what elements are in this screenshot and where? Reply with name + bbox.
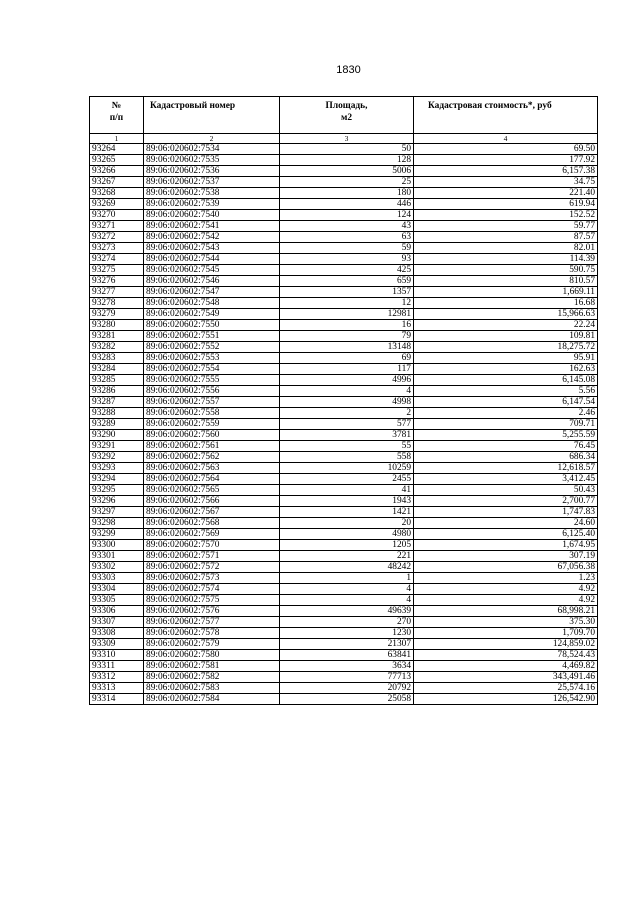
header-num — [90, 97, 144, 134]
row-number: 93295 — [90, 485, 144, 496]
cost-value: 34.75 — [414, 177, 598, 188]
table-row — [90, 463, 598, 474]
cadastral-number: 89:06:020602:7541 — [144, 221, 280, 232]
row-number: 93302 — [90, 562, 144, 573]
cost-value: 686.34 — [414, 452, 598, 463]
cost-value: 82.01 — [414, 243, 598, 254]
table-row — [90, 210, 598, 221]
column-number-row — [90, 134, 598, 144]
row-number: 93307 — [90, 617, 144, 628]
area-value: 20792 — [280, 683, 414, 694]
row-number: 93296 — [90, 496, 144, 507]
table-row — [90, 221, 598, 232]
cadastral-number: 89:06:020602:7558 — [144, 408, 280, 419]
cost-value: 126,542.90 — [414, 694, 598, 705]
cost-value: 95.91 — [414, 353, 598, 364]
table-row — [90, 474, 598, 485]
area-value: 20 — [280, 518, 414, 529]
area-value: 4 — [280, 584, 414, 595]
area-value: 55 — [280, 441, 414, 452]
cadastral-number: 89:06:020602:7566 — [144, 496, 280, 507]
row-number: 93288 — [90, 408, 144, 419]
cadastral-number: 89:06:020602:7535 — [144, 155, 280, 166]
row-number: 93308 — [90, 628, 144, 639]
cost-value: 78,524.43 — [414, 650, 598, 661]
table-row — [90, 320, 598, 331]
cost-value: 50.43 — [414, 485, 598, 496]
row-number: 93314 — [90, 694, 144, 705]
area-value: 25 — [280, 177, 414, 188]
cost-value: 114.39 — [414, 254, 598, 265]
table-row — [90, 617, 598, 628]
cadastral-number: 89:06:020602:7549 — [144, 309, 280, 320]
area-value: 41 — [280, 485, 414, 496]
cost-value: 67,056.38 — [414, 562, 598, 573]
cadastral-number: 89:06:020602:7567 — [144, 507, 280, 518]
table-row — [90, 661, 598, 672]
cost-value: 709.71 — [414, 419, 598, 430]
cost-value: 16.68 — [414, 298, 598, 309]
cadastral-number: 89:06:020602:7543 — [144, 243, 280, 254]
cost-value: 162.63 — [414, 364, 598, 375]
row-number: 93285 — [90, 375, 144, 386]
row-number: 93291 — [90, 441, 144, 452]
row-number: 93289 — [90, 419, 144, 430]
row-number: 93281 — [90, 331, 144, 342]
cadastral-number: 89:06:020602:7562 — [144, 452, 280, 463]
area-value: 446 — [280, 199, 414, 210]
row-number: 93264 — [90, 144, 144, 155]
area-value: 63 — [280, 232, 414, 243]
table-row — [90, 452, 598, 463]
row-number: 93283 — [90, 353, 144, 364]
cadastral-number: 89:06:020602:7583 — [144, 683, 280, 694]
cadastral-number: 89:06:020602:7536 — [144, 166, 280, 177]
row-number: 93284 — [90, 364, 144, 375]
cadastral-number: 89:06:020602:7542 — [144, 232, 280, 243]
page-number: 1830 — [336, 64, 361, 76]
area-value: 117 — [280, 364, 414, 375]
area-value: 1943 — [280, 496, 414, 507]
table-row — [90, 595, 598, 606]
area-value: 4 — [280, 595, 414, 606]
area-value: 13148 — [280, 342, 414, 353]
cadastral-number: 89:06:020602:7548 — [144, 298, 280, 309]
table-row — [90, 694, 598, 705]
area-value: 659 — [280, 276, 414, 287]
table-row — [90, 155, 598, 166]
table-row — [90, 144, 598, 155]
cadastral-number: 89:06:020602:7580 — [144, 650, 280, 661]
row-number: 93274 — [90, 254, 144, 265]
cadastral-number: 89:06:020602:7584 — [144, 694, 280, 705]
row-number: 93306 — [90, 606, 144, 617]
cadastral-number: 89:06:020602:7537 — [144, 177, 280, 188]
area-value: 77713 — [280, 672, 414, 683]
row-number: 93313 — [90, 683, 144, 694]
cost-value: 177.92 — [414, 155, 598, 166]
cadastral-number: 89:06:020602:7534 — [144, 144, 280, 155]
area-value: 3634 — [280, 661, 414, 672]
table-row — [90, 287, 598, 298]
row-number: 93273 — [90, 243, 144, 254]
table-row — [90, 298, 598, 309]
area-value: 3781 — [280, 430, 414, 441]
header-cadastral-cost: Кадастровая стоимость*, руб — [414, 97, 598, 134]
row-number: 93297 — [90, 507, 144, 518]
cost-value: 221.40 — [414, 188, 598, 199]
table-row — [90, 419, 598, 430]
cadastral-number: 89:06:020602:7573 — [144, 573, 280, 584]
table-row — [90, 496, 598, 507]
cost-value: 1,709.70 — [414, 628, 598, 639]
cadastral-number: 89:06:020602:7578 — [144, 628, 280, 639]
table-body — [90, 144, 598, 705]
cadastral-number: 89:06:020602:7564 — [144, 474, 280, 485]
row-number: 93269 — [90, 199, 144, 210]
area-value: 2 — [280, 408, 414, 419]
row-number: 93278 — [90, 298, 144, 309]
header-area-title: Площадь, — [325, 101, 368, 111]
row-number: 93305 — [90, 595, 144, 606]
column-number-3: 3 — [280, 134, 414, 144]
area-value: 79 — [280, 331, 414, 342]
area-value: 558 — [280, 452, 414, 463]
cadastral-number: 89:06:020602:7577 — [144, 617, 280, 628]
cost-value: 5,255.59 — [414, 430, 598, 441]
table-row — [90, 408, 598, 419]
cadastral-number: 89:06:020602:7556 — [144, 386, 280, 397]
cost-value: 2,700.77 — [414, 496, 598, 507]
row-number: 93267 — [90, 177, 144, 188]
cost-value: 6,157.38 — [414, 166, 598, 177]
table-row — [90, 276, 598, 287]
table-row — [90, 441, 598, 452]
cost-value: 15,966.63 — [414, 309, 598, 320]
area-value: 124 — [280, 210, 414, 221]
row-number: 93292 — [90, 452, 144, 463]
cadastral-number: 89:06:020602:7581 — [144, 661, 280, 672]
cost-value: 69.50 — [414, 144, 598, 155]
row-number: 93304 — [90, 584, 144, 595]
area-value: 4980 — [280, 529, 414, 540]
table-row — [90, 584, 598, 595]
cadastral-number: 89:06:020602:7572 — [144, 562, 280, 573]
header-area — [280, 97, 414, 134]
area-value: 10259 — [280, 463, 414, 474]
table-row — [90, 683, 598, 694]
area-value: 69 — [280, 353, 414, 364]
header-num-symbol: № — [111, 101, 122, 111]
column-number-2: 2 — [144, 134, 280, 144]
area-value: 270 — [280, 617, 414, 628]
row-number: 93294 — [90, 474, 144, 485]
area-value: 128 — [280, 155, 414, 166]
table-row — [90, 540, 598, 551]
cost-value: 76.45 — [414, 441, 598, 452]
table-row — [90, 639, 598, 650]
cadastral-number: 89:06:020602:7582 — [144, 672, 280, 683]
cost-value: 1,747.83 — [414, 507, 598, 518]
area-value: 12981 — [280, 309, 414, 320]
cadastral-number: 89:06:020602:7576 — [144, 606, 280, 617]
area-value: 180 — [280, 188, 414, 199]
area-value: 16 — [280, 320, 414, 331]
row-number: 93271 — [90, 221, 144, 232]
row-number: 93287 — [90, 397, 144, 408]
table-row — [90, 507, 598, 518]
cadastral-number: 89:06:020602:7547 — [144, 287, 280, 298]
cost-value: 87.57 — [414, 232, 598, 243]
column-number-4: 4 — [414, 134, 598, 144]
row-number: 93268 — [90, 188, 144, 199]
area-value: 43 — [280, 221, 414, 232]
cost-value: 25,574.16 — [414, 683, 598, 694]
cadastral-number: 89:06:020602:7539 — [144, 199, 280, 210]
cost-value: 4.92 — [414, 584, 598, 595]
row-number: 93277 — [90, 287, 144, 298]
table-row — [90, 375, 598, 386]
row-number: 93309 — [90, 639, 144, 650]
row-number: 93298 — [90, 518, 144, 529]
cadastral-number: 89:06:020602:7571 — [144, 551, 280, 562]
table-row — [90, 265, 598, 276]
table-row — [90, 551, 598, 562]
area-value: 4 — [280, 386, 414, 397]
cost-value: 619.94 — [414, 199, 598, 210]
row-number: 93286 — [90, 386, 144, 397]
cost-value: 590.75 — [414, 265, 598, 276]
row-number: 93272 — [90, 232, 144, 243]
row-number: 93303 — [90, 573, 144, 584]
area-value: 25058 — [280, 694, 414, 705]
cadastral-number: 89:06:020602:7568 — [144, 518, 280, 529]
cost-value: 124,859.02 — [414, 639, 598, 650]
cost-value: 152.52 — [414, 210, 598, 221]
cadastral-number: 89:06:020602:7546 — [144, 276, 280, 287]
cost-value: 3,412.45 — [414, 474, 598, 485]
cadastral-number: 89:06:020602:7560 — [144, 430, 280, 441]
area-value: 21307 — [280, 639, 414, 650]
cadastral-number: 89:06:020602:7540 — [144, 210, 280, 221]
table-row — [90, 650, 598, 661]
cost-value: 24.60 — [414, 518, 598, 529]
area-value: 48242 — [280, 562, 414, 573]
table-row — [90, 573, 598, 584]
row-number: 93275 — [90, 265, 144, 276]
cadastral-number: 89:06:020602:7550 — [144, 320, 280, 331]
area-value: 5006 — [280, 166, 414, 177]
area-value: 1205 — [280, 540, 414, 551]
cadastral-number: 89:06:020602:7551 — [144, 331, 280, 342]
cadastral-number: 89:06:020602:7563 — [144, 463, 280, 474]
cadastral-number: 89:06:020602:7561 — [144, 441, 280, 452]
area-value: 2455 — [280, 474, 414, 485]
cadastral-number: 89:06:020602:7553 — [144, 353, 280, 364]
area-value: 93 — [280, 254, 414, 265]
row-number: 93266 — [90, 166, 144, 177]
cadastral-number: 89:06:020602:7579 — [144, 639, 280, 650]
cadastral-table — [89, 96, 598, 705]
cadastral-number: 89:06:020602:7575 — [144, 595, 280, 606]
row-number: 93293 — [90, 463, 144, 474]
row-number: 93276 — [90, 276, 144, 287]
cadastral-number: 89:06:020602:7555 — [144, 375, 280, 386]
table-row — [90, 331, 598, 342]
table-row — [90, 430, 598, 441]
area-value: 1230 — [280, 628, 414, 639]
cost-value: 4.92 — [414, 595, 598, 606]
area-value: 1421 — [280, 507, 414, 518]
table-row — [90, 606, 598, 617]
row-number: 93282 — [90, 342, 144, 353]
area-value: 50 — [280, 144, 414, 155]
cadastral-number: 89:06:020602:7552 — [144, 342, 280, 353]
row-number: 93280 — [90, 320, 144, 331]
cost-value: 343,491.46 — [414, 672, 598, 683]
area-value: 4996 — [280, 375, 414, 386]
table-row — [90, 199, 598, 210]
header-num-abbrev: п/п — [109, 113, 124, 123]
area-value: 49639 — [280, 606, 414, 617]
cadastral-number: 89:06:020602:7545 — [144, 265, 280, 276]
cadastral-number: 89:06:020602:7544 — [144, 254, 280, 265]
area-value: 12 — [280, 298, 414, 309]
area-value: 577 — [280, 419, 414, 430]
table-row — [90, 628, 598, 639]
row-number: 93312 — [90, 672, 144, 683]
cost-value: 6,125.40 — [414, 529, 598, 540]
header-row — [90, 97, 598, 134]
area-value: 221 — [280, 551, 414, 562]
cost-value: 810.57 — [414, 276, 598, 287]
table-row — [90, 562, 598, 573]
cost-value: 59.77 — [414, 221, 598, 232]
cost-value: 4,469.82 — [414, 661, 598, 672]
cadastral-number: 89:06:020602:7554 — [144, 364, 280, 375]
cost-value: 12,618.57 — [414, 463, 598, 474]
cost-value: 1,669.11 — [414, 287, 598, 298]
table-row — [90, 364, 598, 375]
cost-value: 6,145.08 — [414, 375, 598, 386]
cadastral-number: 89:06:020602:7565 — [144, 485, 280, 496]
cost-value: 109.81 — [414, 331, 598, 342]
area-value: 425 — [280, 265, 414, 276]
cadastral-number: 89:06:020602:7557 — [144, 397, 280, 408]
table-row — [90, 529, 598, 540]
area-value: 1 — [280, 573, 414, 584]
table-row — [90, 485, 598, 496]
row-number: 93299 — [90, 529, 144, 540]
cadastral-number: 89:06:020602:7569 — [144, 529, 280, 540]
cost-value: 18,275.72 — [414, 342, 598, 353]
table-row — [90, 254, 598, 265]
table-row — [90, 166, 598, 177]
area-value: 63841 — [280, 650, 414, 661]
cost-value: 375.30 — [414, 617, 598, 628]
row-number: 93279 — [90, 309, 144, 320]
cadastral-number: 89:06:020602:7559 — [144, 419, 280, 430]
row-number: 93310 — [90, 650, 144, 661]
column-number-1: 1 — [90, 134, 144, 144]
cost-value: 68,998.21 — [414, 606, 598, 617]
header-area-unit: м2 — [340, 113, 353, 123]
cost-value: 2.46 — [414, 408, 598, 419]
table-row — [90, 672, 598, 683]
cadastral-number: 89:06:020602:7570 — [144, 540, 280, 551]
cadastral-number: 89:06:020602:7538 — [144, 188, 280, 199]
table-row — [90, 188, 598, 199]
row-number: 93265 — [90, 155, 144, 166]
cost-value: 5.56 — [414, 386, 598, 397]
row-number: 93290 — [90, 430, 144, 441]
area-value: 1357 — [280, 287, 414, 298]
table-row — [90, 386, 598, 397]
row-number: 93311 — [90, 661, 144, 672]
table-row — [90, 518, 598, 529]
table-row — [90, 177, 598, 188]
area-value: 59 — [280, 243, 414, 254]
cost-value: 1.23 — [414, 573, 598, 584]
table-row — [90, 353, 598, 364]
header-cadastral-number: Кадастровый номер — [144, 97, 280, 134]
table-row — [90, 243, 598, 254]
row-number: 93300 — [90, 540, 144, 551]
table-row — [90, 232, 598, 243]
table-row — [90, 342, 598, 353]
cost-value: 307.19 — [414, 551, 598, 562]
cost-value: 6,147.54 — [414, 397, 598, 408]
table-row — [90, 309, 598, 320]
cadastral-number: 89:06:020602:7574 — [144, 584, 280, 595]
row-number: 93301 — [90, 551, 144, 562]
table-row — [90, 397, 598, 408]
row-number: 93270 — [90, 210, 144, 221]
cost-value: 22.24 — [414, 320, 598, 331]
cost-value: 1,674.95 — [414, 540, 598, 551]
area-value: 4998 — [280, 397, 414, 408]
